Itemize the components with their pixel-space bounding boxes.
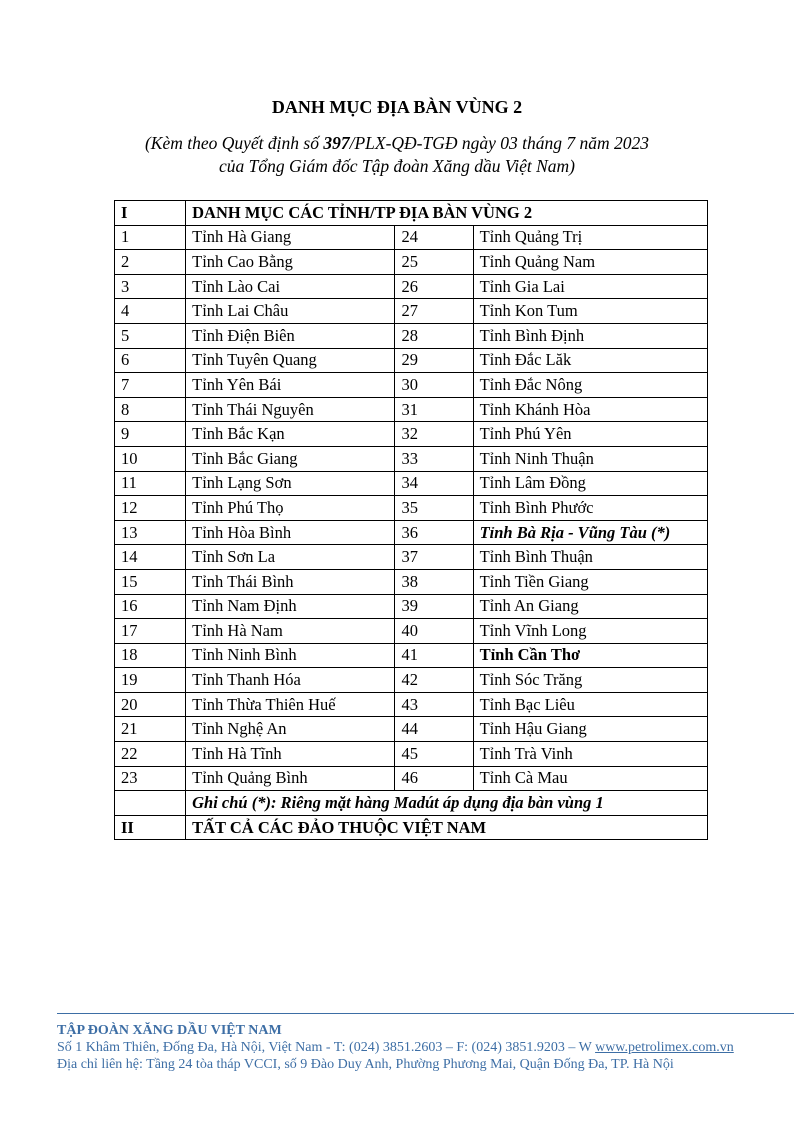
row-number-right: 46: [395, 766, 473, 791]
province-name-right: Tỉnh Tiền Giang: [473, 569, 707, 594]
footer-contact-address: Địa chỉ liên hệ: Tầng 24 tòa tháp VCCI, số 9 Đào Duy Anh, Phường Phương Mai, Quận Đống Đa, TP. Hà Nội: [57, 1057, 674, 1072]
row-number-left: 19: [115, 668, 186, 693]
footer-organization: TẬP ĐOÀN XĂNG DẦU VIỆT NAM: [57, 1023, 282, 1038]
province-name-left: Tỉnh Bắc Giang: [186, 446, 395, 471]
table-row: [115, 422, 708, 447]
table-row: [115, 569, 708, 594]
note-row: [115, 791, 708, 816]
province-name-right: Tỉnh Ninh Thuận: [473, 446, 707, 471]
province-name-left: Tỉnh Cao Bằng: [186, 250, 395, 275]
row-number-right: 35: [395, 496, 473, 521]
province-table: [114, 200, 708, 840]
province-name-left: Tỉnh Nam Định: [186, 594, 395, 619]
row-number-left: 6: [115, 348, 186, 373]
row-number-left: 7: [115, 373, 186, 398]
province-name-left: Tỉnh Thanh Hóa: [186, 668, 395, 693]
province-name-left: Tỉnh Tuyên Quang: [186, 348, 395, 373]
province-name-left: Tỉnh Sơn La: [186, 545, 395, 570]
province-name-left: Tỉnh Hà Giang: [186, 225, 395, 250]
province-name-left: Tỉnh Bắc Kạn: [186, 422, 395, 447]
province-name-left: Tỉnh Lào Cai: [186, 274, 395, 299]
table-row: [115, 742, 708, 767]
row-number-right: 37: [395, 545, 473, 570]
row-number-right: 40: [395, 619, 473, 644]
footer-contact-line: [57, 1039, 794, 1056]
row-number-left: 22: [115, 742, 186, 767]
province-name-right: Tỉnh Trà Vinh: [473, 742, 707, 767]
province-name-right: Tỉnh Gia Lai: [473, 274, 707, 299]
row-number-left: 23: [115, 766, 186, 791]
province-name-right: Tỉnh Quảng Nam: [473, 250, 707, 275]
table-row: [115, 545, 708, 570]
province-name-right: Tỉnh Vĩnh Long: [473, 619, 707, 644]
province-name-right: Tỉnh Bạc Liêu: [473, 692, 707, 717]
province-name-left: Tỉnh Phú Thọ: [186, 496, 395, 521]
row-number-left: 15: [115, 569, 186, 594]
province-name-left: Tỉnh Yên Bái: [186, 373, 395, 398]
province-name-right: Tỉnh Cần Thơ: [473, 643, 707, 668]
footer-address: Số 1 Khâm Thiên, Đống Đa, Hà Nội, Việt Nam - T: (024) 3851.2603 – F: (024) 3851.9203 – W: [57, 1040, 596, 1055]
footer: [57, 1022, 794, 1073]
table-row: [115, 348, 708, 373]
section-2-heading: TẤT CẢ CÁC ĐẢO THUỘC VIỆT NAM: [186, 815, 708, 840]
row-number-right: 45: [395, 742, 473, 767]
section-2-header-row: [115, 815, 708, 840]
province-name-right: Tỉnh Lâm Đồng: [473, 471, 707, 496]
row-number-left: 20: [115, 692, 186, 717]
province-name-right: Tỉnh Đắc Lăk: [473, 348, 707, 373]
province-name-left: Tỉnh Thừa Thiên Huế: [186, 692, 395, 717]
province-name-right: Tỉnh Phú Yên: [473, 422, 707, 447]
document-title: DANH MỤC ĐỊA BÀN VÙNG 2: [271, 97, 523, 117]
province-name-left: Tỉnh Hà Nam: [186, 619, 395, 644]
province-name-left: Tỉnh Ninh Bình: [186, 643, 395, 668]
table-row: [115, 717, 708, 742]
row-number-left: 17: [115, 619, 186, 644]
row-number-right: 41: [395, 643, 473, 668]
row-number-left: 8: [115, 397, 186, 422]
province-name-left: Tỉnh Nghệ An: [186, 717, 395, 742]
row-number-left: 5: [115, 323, 186, 348]
table-row: [115, 496, 708, 521]
row-number-right: 27: [395, 299, 473, 324]
row-number-right: 39: [395, 594, 473, 619]
table-row: [115, 274, 708, 299]
province-name-left: Tỉnh Điện Biên: [186, 323, 395, 348]
province-name-left: Tỉnh Hòa Bình: [186, 520, 395, 545]
province-name-right: Tỉnh Hậu Giang: [473, 717, 707, 742]
section-2-roman: II: [115, 815, 186, 840]
row-number-right: 34: [395, 471, 473, 496]
decision-number: 397: [323, 133, 350, 153]
table-row: [115, 766, 708, 791]
province-name-right: Tỉnh Sóc Trăng: [473, 668, 707, 693]
row-number-right: 26: [395, 274, 473, 299]
row-number-right: 28: [395, 323, 473, 348]
table-row: [115, 225, 708, 250]
note-empty-cell: [115, 791, 186, 816]
row-number-right: 42: [395, 668, 473, 693]
row-number-right: 29: [395, 348, 473, 373]
row-number-right: 31: [395, 397, 473, 422]
row-number-right: 25: [395, 250, 473, 275]
row-number-right: 36: [395, 520, 473, 545]
note-text: Ghi chú (*): Riêng mặt hàng Madút áp dụng địa bàn vùng 1: [186, 791, 708, 816]
row-number-right: 33: [395, 446, 473, 471]
province-name-left: Tỉnh Lạng Sơn: [186, 471, 395, 496]
section-1-roman: I: [115, 201, 186, 226]
province-name-right: Tỉnh Khánh Hòa: [473, 397, 707, 422]
footer-website-link[interactable]: www.petrolimex.com.vn: [595, 1040, 734, 1055]
table-row: [115, 373, 708, 398]
subtitle-line-2: của Tổng Giám đốc Tập đoàn Xăng dầu Việt Nam): [219, 156, 575, 176]
table-row: [115, 619, 708, 644]
subtitle-line-1: [0, 132, 794, 155]
row-number-right: 32: [395, 422, 473, 447]
table-row: [115, 643, 708, 668]
table-row: [115, 323, 708, 348]
section-1-header-row: [115, 201, 708, 226]
province-name-left: Tỉnh Thái Nguyên: [186, 397, 395, 422]
row-number-left: 4: [115, 299, 186, 324]
province-name-right: Tỉnh Bà Rịa - Vũng Tàu (*): [473, 520, 707, 545]
row-number-right: 44: [395, 717, 473, 742]
subtitle-suffix: /PLX-QĐ-TGĐ ngày 03 tháng 7 năm 2023: [349, 133, 650, 153]
row-number-left: 16: [115, 594, 186, 619]
table-row: [115, 520, 708, 545]
row-number-left: 13: [115, 520, 186, 545]
footer-divider: [57, 1013, 794, 1014]
province-name-right: Tỉnh An Giang: [473, 594, 707, 619]
table-row: [115, 397, 708, 422]
section-1-heading: DANH MỤC CÁC TỈNH/TP ĐỊA BÀN VÙNG 2: [186, 201, 708, 226]
table-row: [115, 668, 708, 693]
table-row: [115, 446, 708, 471]
table-row: [115, 299, 708, 324]
row-number-left: 18: [115, 643, 186, 668]
row-number-left: 10: [115, 446, 186, 471]
province-name-right: Tỉnh Bình Phước: [473, 496, 707, 521]
province-name-right: Tỉnh Bình Thuận: [473, 545, 707, 570]
row-number-left: 2: [115, 250, 186, 275]
table-row: [115, 594, 708, 619]
table-row: [115, 692, 708, 717]
table-row: [115, 250, 708, 275]
row-number-left: 21: [115, 717, 186, 742]
row-number-left: 12: [115, 496, 186, 521]
province-name-left: Tỉnh Hà Tĩnh: [186, 742, 395, 767]
province-name-right: Tỉnh Bình Định: [473, 323, 707, 348]
province-name-right: Tỉnh Kon Tum: [473, 299, 707, 324]
row-number-right: 30: [395, 373, 473, 398]
row-number-left: 3: [115, 274, 186, 299]
province-name-left: Tỉnh Quảng Bình: [186, 766, 395, 791]
document-subtitle: [0, 132, 794, 178]
row-number-left: 9: [115, 422, 186, 447]
province-name-right: Tỉnh Quảng Trị: [473, 225, 707, 250]
province-name-left: Tỉnh Thái Bình: [186, 569, 395, 594]
row-number-left: 1: [115, 225, 186, 250]
row-number-right: 38: [395, 569, 473, 594]
row-number-right: 24: [395, 225, 473, 250]
province-name-left: Tỉnh Lai Châu: [186, 299, 395, 324]
table-row: [115, 471, 708, 496]
row-number-right: 43: [395, 692, 473, 717]
row-number-left: 14: [115, 545, 186, 570]
subtitle-prefix: (Kèm theo Quyết định số: [144, 133, 324, 153]
province-name-right: Tỉnh Cà Mau: [473, 766, 707, 791]
province-name-right: Tỉnh Đắc Nông: [473, 373, 707, 398]
row-number-left: 11: [115, 471, 186, 496]
